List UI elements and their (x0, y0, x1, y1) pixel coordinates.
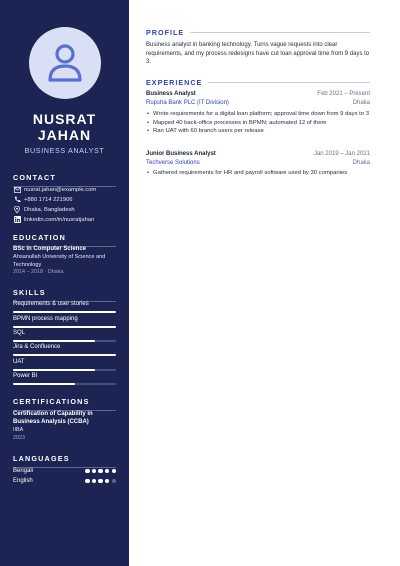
level-dot (112, 469, 116, 473)
skill-item (13, 344, 116, 356)
name-line-2: JAHAN (37, 127, 92, 143)
skill-bar-fill (13, 369, 95, 371)
education-years: 2014 – 2018 · Dhaka (13, 269, 64, 275)
job-role: BUSINESS ANALYST (24, 146, 105, 155)
contact-email-text: nusrat.jahan@example.com (24, 186, 97, 193)
skill-bar (13, 340, 116, 342)
contact-location-text: Dhaka, Bangladesh (24, 206, 75, 213)
job-company: Techverse Solutions (146, 160, 200, 166)
language-item (13, 477, 116, 485)
certification-year: 2023 (13, 435, 25, 441)
level-dot (85, 479, 89, 483)
profile-heading-label: PROFILE (146, 28, 185, 37)
skills-heading (13, 288, 116, 302)
education-heading-label: EDUCATION (13, 233, 66, 242)
skill-bar (13, 383, 116, 385)
avatar (29, 27, 101, 99)
name-line-1: NUSRAT (32, 111, 97, 127)
skill-label: Jira & Confluence (13, 344, 61, 350)
level-dot (92, 469, 96, 473)
education-heading (13, 233, 116, 247)
divider (208, 82, 370, 83)
skill-label: BPMN process mapping (13, 316, 78, 322)
certification-org: IIBA (13, 427, 24, 433)
level-dot (98, 469, 102, 473)
contact-phone-text: +880 1714 221906 (24, 196, 73, 203)
languages-heading (13, 454, 116, 468)
level-dot (98, 479, 102, 483)
skill-item (13, 301, 116, 313)
skill-item (13, 359, 116, 371)
main-content (146, 0, 370, 566)
level-dot (105, 469, 109, 473)
job-bullet: • Gathered requirements for HR and payroll software used by 30 companies (146, 169, 370, 178)
language-item (13, 467, 116, 475)
contact-linkedin-text: linkedin.com/in/nusratjahan (24, 216, 95, 223)
education-school: Ahsanullah University of Science and Technology (13, 254, 106, 268)
skill-bar (13, 326, 116, 328)
job-bullet: • Ran UAT with 60 branch users per release (146, 127, 370, 136)
profile-heading (146, 28, 370, 37)
language-level-dots (85, 479, 116, 483)
skill-label: Requirements & user stories (13, 301, 89, 307)
language-label: English (13, 478, 33, 484)
job-bullet: • Mapped 40 back-office processes in BPMN; automated 12 of them (146, 119, 370, 128)
experience-heading (146, 78, 370, 87)
level-dot (112, 479, 116, 483)
user-icon (47, 43, 83, 83)
skill-label: UAT (13, 359, 25, 365)
level-dot (105, 479, 109, 483)
profile-summary: Business analyst in banking technology. Turns vague requests into clear requirements, and my process redesigns have cut loan approval time from 9 days to 3. (146, 42, 370, 66)
job-location: Dhaka (352, 160, 370, 166)
job-bullets (146, 169, 370, 178)
contact-email[interactable] (13, 185, 123, 194)
skill-bar-fill (13, 326, 116, 328)
candidate-name (0, 111, 129, 143)
certifications-heading (13, 397, 116, 411)
skill-bar (13, 369, 116, 371)
skill-item (13, 373, 116, 385)
mail-icon (13, 186, 21, 194)
job-title: Business Analyst (146, 91, 196, 97)
certifications-heading-label: CERTIFICATIONS (13, 397, 90, 406)
education-degree: BSc in Computer Science (13, 246, 87, 252)
job-title: Junior Business Analyst (146, 151, 216, 157)
level-dot (85, 469, 89, 473)
skill-bar (13, 311, 116, 313)
job-dates: Jan 2019 – Jan 2021 (313, 151, 370, 157)
skill-item (13, 330, 116, 342)
job-bullets (146, 110, 370, 136)
divider (190, 32, 370, 33)
contact-location (13, 205, 123, 214)
skill-bar (13, 354, 116, 356)
contact-linkedin[interactable] (13, 215, 123, 224)
job-bullet: • Wrote requirements for a digital loan platform; approval time down from 9 days to 3 (146, 110, 370, 119)
skill-label: Power BI (13, 373, 38, 379)
skill-label: SQL (13, 330, 26, 336)
phone-icon (13, 196, 21, 204)
contact-heading-label: CONTACT (13, 173, 56, 182)
contact-phone[interactable] (13, 195, 123, 204)
language-level-dots (85, 469, 116, 473)
linkedin-icon (13, 216, 21, 224)
level-dot (92, 479, 96, 483)
skill-bar-fill (13, 354, 116, 356)
language-label: Bengali (13, 468, 34, 474)
skill-bar-fill (13, 340, 95, 342)
job-location: Dhaka (352, 100, 370, 106)
skill-item (13, 316, 116, 328)
sidebar (0, 0, 129, 566)
skill-bar-fill (13, 383, 75, 385)
job-dates: Feb 2021 – Present (317, 91, 370, 97)
certification-name: Certification of Capability in Business Analysis (CCBA) (13, 411, 93, 425)
experience-heading-label: EXPERIENCE (146, 78, 203, 87)
job-company: Rupsha Bank PLC (IT Division) (146, 100, 229, 106)
skill-bar-fill (13, 311, 116, 313)
location-pin-icon (13, 206, 21, 214)
skills-heading-label: SKILLS (13, 288, 46, 297)
languages-heading-label: LANGUAGES (13, 454, 70, 463)
